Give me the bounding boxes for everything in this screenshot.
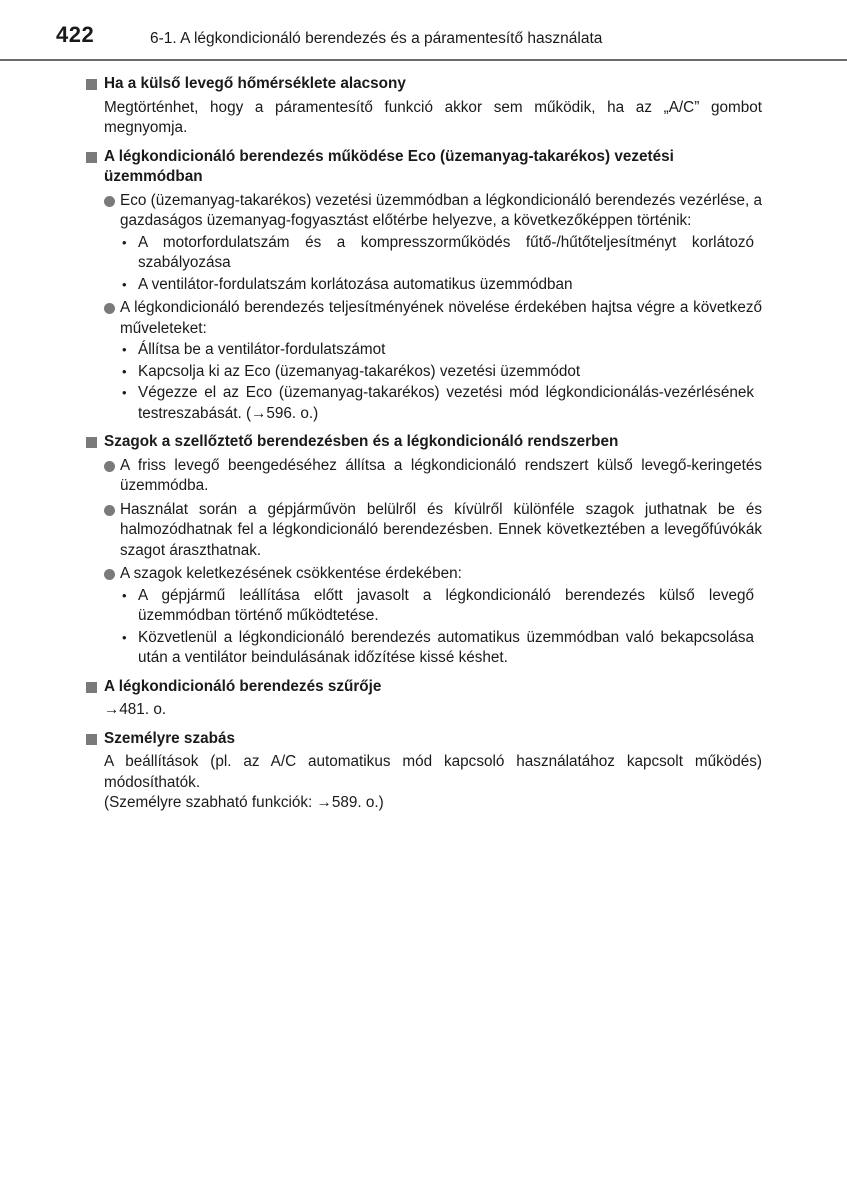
section-heading-text: Ha a külső levegő hőmérséklete alacsony	[104, 75, 406, 92]
section-heading-text: Szagok a szellőztető berendezésben és a légkondicionáló rendszerben	[104, 433, 619, 450]
header-divider	[0, 59, 847, 61]
section-heading	[86, 729, 762, 750]
sub-list-item-text: Közvetlenül a légkondicionáló berendezés automatikus üzemmódban való bekapcsolása után a ventilátor beindulásának időzítése kissé késhet.	[138, 628, 754, 666]
list-item	[86, 191, 762, 232]
sub-list-item-text: Végezze el az Eco (üzemanyag-takarékos) vezetési mód légkondicionálás-vezérlésének testreszabását. (→596. o.)	[138, 384, 754, 422]
sub-list-item	[86, 362, 762, 383]
round-bullet-icon	[104, 569, 115, 580]
section-heading	[86, 74, 762, 95]
small-bullet-icon: •	[122, 276, 127, 292]
sub-list-item	[86, 233, 762, 274]
square-bullet-icon	[86, 79, 97, 90]
section-heading-text: A légkondicionáló berendezés működése Eco (üzemanyag-takarékos) vezetési üzemmódban	[104, 147, 674, 185]
square-bullet-icon	[86, 682, 97, 693]
round-bullet-icon	[104, 505, 115, 516]
sub-list-item-text: A gépjármű leállítása előtt javasolt a légkondicionáló berendezés külső levegő üzemmódban történő működtetése.	[138, 586, 754, 624]
round-bullet-icon	[104, 196, 115, 207]
section-heading	[86, 432, 762, 453]
list-item-text: A friss levegő beengedéséhez állítsa a légkondicionáló rendszert külső levegő-keringetés üzemmódba.	[120, 456, 762, 494]
section-heading	[86, 147, 762, 188]
chapter-title: 6-1. A légkondicionáló berendezés és a páramentesítő használata	[150, 30, 603, 47]
list-item-text: Eco (üzemanyag-takarékos) vezetési üzemmódban a légkondicionáló berendezés vezérlése, a gazdaságos üzemanyag-fogyasztást előtérbe helyezve, a következőképpen történik:	[120, 191, 762, 229]
sub-list-item-text: A ventilátor-fordulatszám korlátozása automatikus üzemmódban	[138, 275, 573, 293]
list-item	[86, 456, 762, 497]
list-item-text: A légkondicionáló berendezés teljesítményének növelése érdekében hajtsa végre a következő műveleteket:	[120, 299, 762, 337]
sub-list-item-text: Kapcsolja ki az Eco (üzemanyag-takarékos) vezetési üzemmódot	[138, 362, 581, 380]
small-bullet-icon: •	[122, 363, 127, 379]
round-bullet-icon	[104, 461, 115, 472]
round-bullet-icon	[104, 303, 115, 314]
small-bullet-icon: •	[122, 234, 127, 250]
square-bullet-icon	[86, 152, 97, 163]
list-item	[86, 564, 762, 585]
section-heading	[86, 677, 762, 698]
page-header	[0, 0, 847, 62]
small-bullet-icon: •	[122, 629, 127, 645]
section-heading-text: A légkondicionáló berendezés szűrője	[104, 677, 382, 695]
sub-list-item	[86, 340, 762, 361]
sub-list-item-text: Állítsa be a ventilátor-fordulatszámot	[138, 341, 386, 358]
small-bullet-icon: •	[122, 587, 127, 603]
page-reference-link[interactable]: →481. o.	[104, 701, 167, 718]
list-item	[86, 500, 762, 562]
small-bullet-icon: •	[122, 385, 127, 400]
sub-list-item	[86, 586, 762, 627]
list-item-text: A szagok keletkezésének csökkentése érdekében:	[120, 565, 462, 582]
sub-list-item	[86, 383, 762, 424]
section-heading-text: Személyre szabás	[104, 729, 235, 747]
paragraph: Megtörténhet, hogy a páramentesítő funkció akkor sem működik, ha az „A/C” gombot megnyomja.	[104, 98, 762, 136]
paragraph: (Személyre szabható funkciók: →589. o.)	[104, 794, 384, 811]
page-body	[86, 70, 762, 814]
list-item	[86, 298, 762, 339]
sub-list-item	[86, 628, 762, 669]
sub-list-item-text: A motorfordulatszám és a kompresszorműködés fűtő-/hűtőteljesítményt korlátozó szabályozása	[138, 233, 754, 271]
paragraph: A beállítások (pl. az A/C automatikus mód kapcsoló használatához kapcsolt működés) módosíthatók.	[104, 753, 762, 791]
list-item-text: Használat során a gépjárművön belülről és kívülről különféle szagok juthatnak be és halmozódhatnak fel a légkondicionáló berendezésben. Ennek következtében a levegőfúvókák szagot áraszthatnak.	[120, 500, 762, 559]
square-bullet-icon	[86, 437, 97, 448]
small-bullet-icon: •	[122, 342, 127, 357]
sub-list-item	[86, 275, 762, 296]
page-number: 422	[56, 22, 95, 47]
square-bullet-icon	[86, 734, 97, 745]
